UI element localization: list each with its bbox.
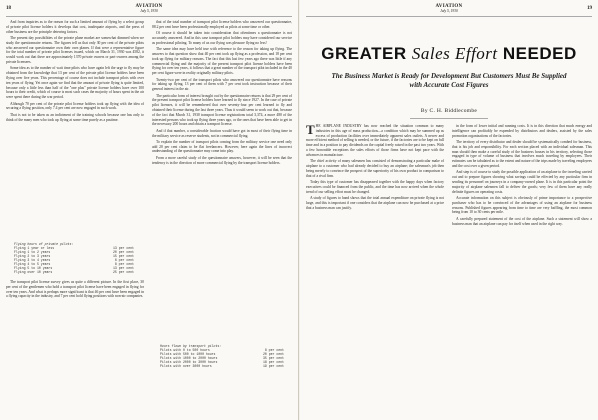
right-column-2 [452,124,592,416]
paragraph: To explain the number of transport pilots coming from the military service one need only add 20 per cent claim to be flat freelancers. However, here again the lines of incorrect understanding of the questionnaire may come into play. [152,139,292,154]
byline-rule [410,118,488,119]
table-cell: Flying 2 to 3 years [14,254,51,258]
paragraph: Of course it should be taken into consideration that oftentimes a questionnaire is not accurately answered. And in this case transport pilot holders may have considered our service as professional piloting. To many of us our flying was pleasure flying no less! [152,31,292,45]
table-cell: Pilots with 2000 to 3000 hours [160,360,218,364]
left-column-1b [6,280,144,414]
lead-text: HE AIRPLANE INDUSTRY has now reached the situation common to many industries in this age of mass production—a condition which may be summed up as excess of production facilities over immediately apparent sales outlets. A newer and more efficient method of selling is needed, or the future, if the factories are to be kept on full time and in a position to pay dividends on the capital freely raised in the past two years. With a few honorable exceptions the sales efforts of those firms have not kept pace with the advances in manufacture. [306,124,444,157]
flying-years-table [14,242,134,274]
table-caption: Flying hours of private pilots: [14,242,74,246]
paragraph: The same idea may have held true with reference to the reason for taking up flying. The answers to that question show that 40 per cent took up flying as a profession, and 18 per cent took up flying for military reasons. The fact that this last few years ago there was little if any commercial flying and the majority of the present transport pilot license holders have been flying for over ten years, it follows that a great number of the transport pilot included in the 40 per cent figure were in reality originally military pilots. [152,47,292,76]
article-headline [310,44,588,64]
issue-date: July 5, 1930 [440,9,458,13]
right-page [300,0,598,420]
article-deck: The Business Market is Ready for Development But Customers Must Be Supplied with Accurate Cost Figures [331,72,567,89]
table-cell: Pilots with 0 to 500 hours [160,348,210,352]
table-cell: 13 per cent [112,246,134,250]
running-header [0,4,298,14]
page-number: 18 [6,6,11,11]
table-cell: Pilots with over 3000 hours [160,364,212,368]
table-cell: Flying 5 to 10 years [14,266,53,270]
paragraph: From a more careful study of the questionnaire answers, however, it will be seen that the tendency is in the direction of more commercial flying by the transport license holders. [152,155,292,165]
table-row [14,270,134,274]
table-cell: 20 per cent [262,352,284,356]
issue-date: July 5, 1930 [140,9,158,13]
table-cell: Flying 3 to 4 years [14,258,51,262]
paragraph: A carefully prepared statement of the cost of the airplane. Such a statement will show a business man that an airplane can pay for itself when used in the right way. [452,216,592,226]
headline-part: GREATER [321,44,412,63]
table-cell: Pilots with 1000 to 2000 hours [160,356,218,360]
left-column-1 [6,20,144,238]
table-cell: 20 per cent [112,250,134,254]
table-cell: 8 per cent [264,348,284,352]
table-cell: Flying 1 year or less [14,246,55,250]
table-cell: Flying 4 to 5 years [14,262,51,266]
table-cell: 18 per cent [262,360,284,364]
flying-hours-table [160,344,284,368]
magazine-name: AVIATION [435,4,463,9]
table-cell: 25 per cent [112,270,134,274]
table-caption: Hours flown by transport pilots: [160,344,222,348]
table-cell: 15 per cent [112,254,134,258]
lead-paragraph [306,124,444,158]
page-number: 19 [587,6,592,11]
paragraph: Accurate information on this subject is obviously of prime importance to a prospective purchaser who has to be convinced of the advantages of using an airplane for business reasons. Published figures appearing from time to time are very baffling, the most common being from 10 to 30 cents per mile. [452,195,592,215]
table-cell: 8 per cent [114,262,134,266]
paragraph: And if that number, a considerable fraction would have got in most of their flying time in the military service as reserve students, not in commercial flying. [152,128,292,138]
paragraph: The territory of every distributor and dealer should be systematically combed for business, that is his job and responsibility. For each section placed with an individual salesman. This man should then make a careful study of the business houses in his territory, selecting those engaged in type of volume of business that involves much traveling by employees. Their estimates can be tabulated as to the extent and nature of the trips made by traveling employees and the cost over a given period. [452,139,592,168]
header-rule [6,16,292,17]
headline-part: NEEDED [497,44,577,63]
table-cell: 35 per cent [262,356,284,360]
magazine-name: AVIATION [135,4,163,9]
paragraph: The present day possibilities of the private plane market are somewhat dimmed when we study the questionnaire returns. The figures tell us that only 30 per cent of the private pilots who answered our questionnaire own their own planes. If that were a representative figure for the total number of private pilot licenses issued, which on March 31, 1930 was 4582, it would work out that there are approximately 1370 private owners or part-owners among the private licensees. [6,35,144,64]
paragraph: That is not to be taken as an indictment of the training schools because one has only to think of the many men who took up flying at some time purely as a pastime. [6,112,144,122]
article-byline: By C. H. Biddlecombe [420,108,478,114]
paragraph: in the form of lower initial and running costs. It is in this direction that much energy and intelligence can profitably be expended by distributors and dealers, assisted by the sales promotion organizations of the factories. [452,124,592,138]
paragraph: The transport pilot license survey gives us quite a different picture. In the first place, 30 per cent of the gentlemen who hold a transport pilot license have been engaged in flying for over ten years. And what is perhaps more significant is that 46 per cent have been engaged in a flying capacity in the industry, and 7 per cent hold flying positions with non-air companies. [6,280,144,299]
paragraph: And from inquiries as to the reason for such a limited amount of flying by a select group of private pilot license holders it develops that cost, inadequate airports, and the press of other business are the principle deterring factors. [6,20,144,34]
paragraph: A study of figures to hand shows that the total annual expenditure on private flying is not large, and this is important if one considers that the airplane can now be purchased at a price that a business man can justify. [306,195,444,210]
table-row [160,364,284,368]
paragraph: Some idea as to the number of wait time pilots who have again left the urge to fly may be obtained from the knowledge that 13 per cent of the private pilot license holders have been flying over five years. This percentage of course does not include transport pilots with over ten years of flying. Yet once again we find that the amount of private flying is quite limited, because only a little less than half of the "one plus" private license holders have over 100 hours to their credit, which of course is most such cases the majority of hours spent in the air were spent there during the war period. [6,66,144,100]
right-column-1 [306,124,444,416]
table-cell: Flying 1 to 2 years [14,250,51,254]
paragraph: The particular form of interest brought out by the questionnaire returns is that 29 per cent of the present transport pilot license holders have learned to fly since 1927. In the case of private pilot licenses, it will be remembered that over seventy-four per cent learned to fly and obtained their license during the last three years. Thus it would seem to work out that, because of the fact that March 31, 1930 transport license registrations total 3,374, a more 480 of the interested persons who took up flying three years ago, or the ones that have been able to get in the necessary 200 hours and obtain a transport license. [152,93,292,127]
header-rule [306,16,592,17]
headline-italic-part: Sales Effort [411,44,498,63]
drop-cap: T [306,124,315,137]
table-cell: 19 per cent [262,364,284,368]
paragraph: Although 70 per cent of the private pilot license holders took up flying with the idea of securing a flying position, only 7.4 per cent are now engaged in such work. [6,101,144,111]
paragraph: Today this type of customer has disappeared together with the happy days when factory executives could be financed from the public, and the time has now arrived when the whole trend of our selling effort must be changed. [306,179,444,194]
table-cell: 6 per cent [114,258,134,262]
paragraph: The chief activity of many salesmen has consisted of demonstrating a particular make of airplane to a customer who had already decided to buy an airplane; the salesman's job then being merely to convince the prospect of the superiority of his own product in comparison to that of a rival firm. [306,159,444,178]
paragraph: Twenty-two per cent of the transport pilots who answered our questionnaire have reasons for taking up flying, 13 per cent of them with 7 per cent took instruction because of their general interest in the air. [152,77,292,92]
left-column-2 [152,20,292,338]
table-cell: Pilots with 500 to 1000 hours [160,352,216,356]
table-cell: 13 per cent [112,266,134,270]
table-cell: Flying over 10 years [14,270,53,274]
paragraph: And step is of course to study the possible application of an airplane to the traveling carried out and to prepare figures showing what savings could be effected by any particular firm in sending its personnel on journeys in a company-owned plane. It is in this particular point the majority of airplane salesmen fall to deliver the goods; very few of them have any really definite figures on operating costs. [452,170,592,194]
paragraph: that of the total number of transport pilot license holders who answered our questionnaire, 88.2 per cent have been professionally employed as pilots at some time or other. [152,20,292,29]
running-header [300,4,598,14]
